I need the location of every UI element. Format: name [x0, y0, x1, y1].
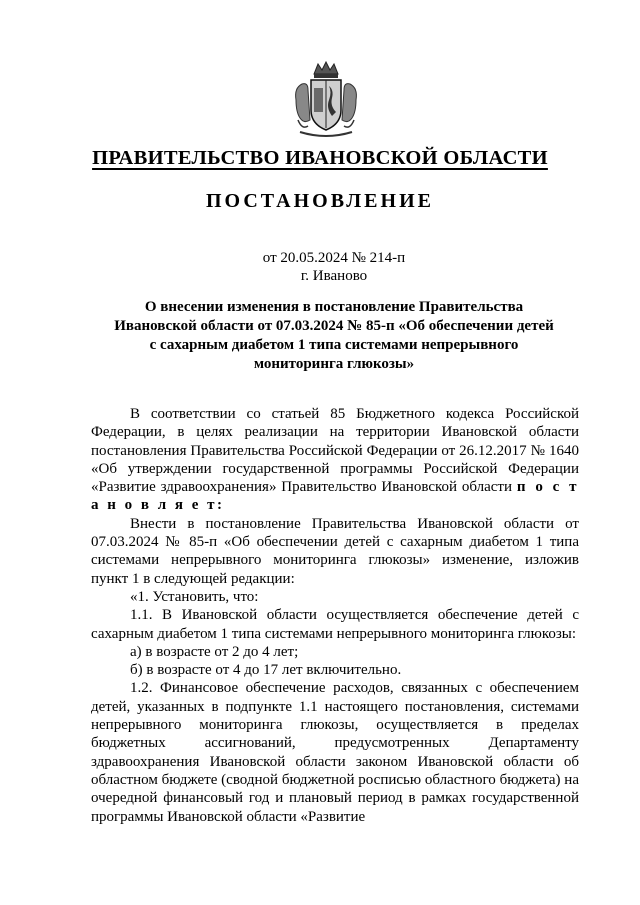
subject-line: с сахарным диабетом 1 типа системами непрерывного [149, 337, 519, 353]
subject-line: мониторинга глюкозы» [253, 356, 415, 372]
subject-line: О внесении изменения в постановление Правительства [144, 299, 524, 315]
body-paragraph: «1. Установить, что: [130, 588, 259, 605]
organization-title [0, 147, 640, 170]
document-type-heading: ПОСТАНОВЛЕНИЕ [206, 190, 434, 212]
body-paragraph: б) в возрасте от 4 до 17 лет включительно. [130, 662, 402, 679]
body-paragraph: 1.1. В Ивановской области осуществляется обеспечение детей с сахарным диабетом 1 типа системами непрерывного мониторинга глюкозы: [91, 607, 579, 642]
document-body [91, 405, 579, 826]
document-date-number: от 20.05.2024 № 214-п [262, 250, 406, 266]
document-city: г. Иваново [300, 268, 368, 284]
body-paragraph: а) в возрасте от 2 до 4 лет; [130, 643, 299, 660]
coat-of-arms-emblem [292, 60, 360, 138]
preamble-text: В соответствии со статьей 85 Бюджетного кодекса Российской Федерации, в целях реализации на территории Ивановской области постановления Правительства Российской Федерации от 26.12.2017 № 1640 «Об утверждении государственной программы Российской Федерации «Развитие здравоохранения» Правительство Ивановской области [91, 406, 579, 496]
preamble-paragraph [91, 405, 579, 515]
body-paragraph: 1.2. Финансовое обеспечение расходов, связанных с обеспечением детей, указанных в подпункте 1.1 настоящего постановления, системами непрерывного мониторинга глюкозы, осуществляется в пределах бюджетных ассигнований, предусмотренных Департаменту здравоохранения Ивановской области законом Ивановской области об областном бюджете (сводной бюджетной росписью областного бюджета) на очередной финансовый год и плановый период в рамках государственной программы Ивановской области «Развитие [91, 680, 579, 825]
decree-word: п о с т а н о в л я е т: [91, 479, 579, 514]
subject-line: Ивановской области от 07.03.2024 № 85-п «Об обеспечении детей [114, 318, 554, 334]
body-paragraph: Внести в постановление Правительства Ивановской области от 07.03.2024 № 85-п «Об обеспечении детей с сахарным диабетом 1 типа системами непрерывного мониторинга глюкозы» изменение, изложив пункт 1 в следующей редакции: [91, 515, 579, 587]
document-subject [80, 298, 588, 374]
organization-title-text: ПРАВИТЕЛЬСТВО ИВАНОВСКОЙ ОБЛАСТИ [92, 147, 548, 169]
